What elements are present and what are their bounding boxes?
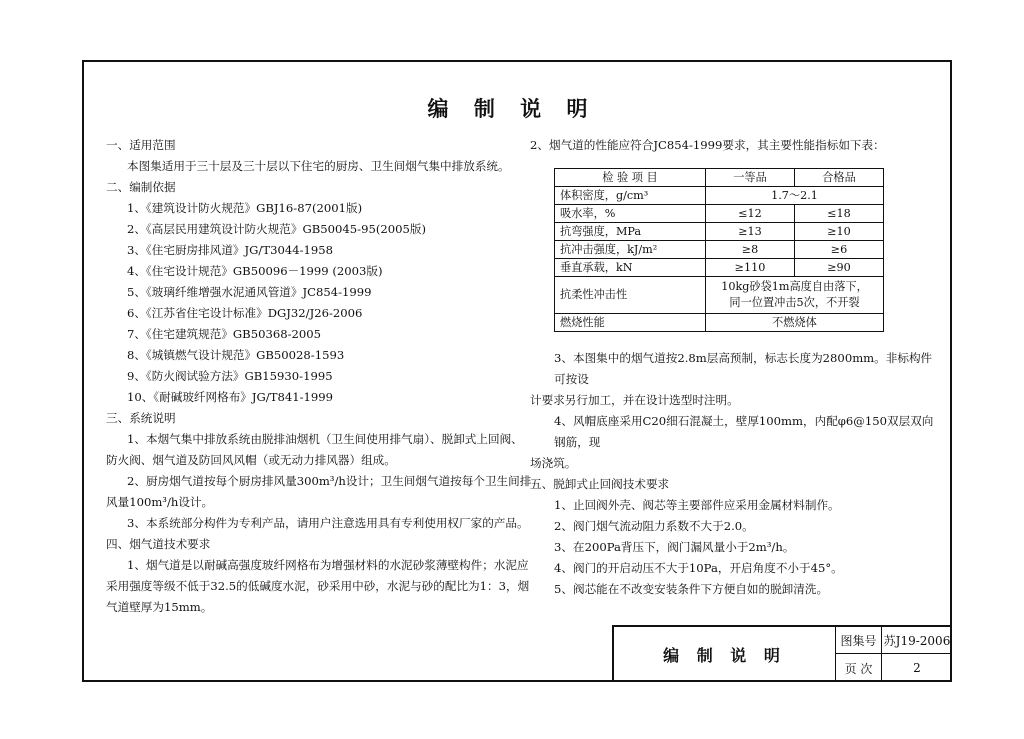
section-3-paragraph: 3、本系统部分构件为专利产品，请用户注意选用具有专利使用权厂家的产品。 [127,516,529,530]
table-cell-line: 10kg砂袋1m高度自由落下， [721,280,868,293]
table-cell: 抗冲击强度，kJ/m² [555,241,706,259]
section-4-paragraph: 1、烟气道是以耐碱高强度玻纤网格布为增强材料的水泥砂浆薄壁构件；水泥应 [127,558,529,572]
reference-item: 2、《高层民用建筑设计防火规范》GB50045-95(2005版) [127,222,426,236]
performance-intro: 2、烟气道的性能应符合JC854-1999要求，其主要性能指标如下表： [530,138,885,152]
section-3-paragraph-cont: 防火阀、烟气道及防回风风帽（或无动力排风器）组成。 [106,453,396,467]
page-number-label: 页 次 [836,654,882,682]
section-5-item: 3、在200Pa背压下，阀门漏风量小于2m³/h。 [554,540,795,554]
section-2-heading: 二、编制依据 [106,180,176,194]
reference-item: 4、《住宅设计规范》GB50096－1999 (2003版) [127,264,383,278]
atlas-number-label: 图集号 [836,627,882,654]
section-3-paragraph: 2、厨房烟气道按每个厨房排风量300m³/h设计；卫生间烟气道按每个卫生间排 [127,474,532,488]
reference-item: 3、《住宅厨房排风道》JG/T3044-1958 [127,243,333,257]
table-cell: 体积密度，g/cm³ [555,187,706,205]
section-3-paragraph: 1、本烟气集中排放系统由脱排油烟机（卫生间使用排气扇）、脱卸式上回阀、 [127,432,523,446]
reference-item: 8、《城镇燃气设计规范》GB50028-1593 [127,348,345,362]
section-5-item: 5、阀芯能在不改变安装条件下方便自如的脱卸清洗。 [554,582,829,596]
right-column-lower [530,348,935,600]
table-cell: ≥6 [795,241,884,259]
table-row [555,259,884,277]
reference-item: 5、《玻璃纤维增强水泥通风管道》JC854-1999 [127,285,372,299]
section-5-item: 4、阀门的开启动压不大于10Pa，开启角度不小于45°。 [554,561,843,575]
item-3-line-cont: 计要求另行加工，并在设计选型时注明。 [530,393,739,407]
table-cell: ≤12 [706,205,795,223]
table-cell: 抗弯强度，MPa [555,223,706,241]
reference-item: 6、《江苏省住宅设计标准》DGJ32/J26-2006 [127,306,363,320]
page-number: 2 [913,661,921,675]
performance-table [554,168,884,332]
item-4-line: 4、风帽底座采用C20细石混凝土，壁厚100mm，内配φ6@150双层双向钢筋，现 [554,414,934,449]
right-column [530,135,935,156]
table-cell: 燃烧性能 [555,314,706,332]
section-3-paragraph-cont: 风量100m³/h设计。 [106,495,214,509]
section-5-heading: 五、脱卸式止回阀技术要求 [530,477,670,491]
section-5-item: 1、止回阀外壳、阀芯等主要部件应采用金属材料制作。 [554,498,840,512]
section-4-paragraph-cont: 采用强度等级不低于32.5的低碱度水泥，砂采用中砂，水泥与砂的配比为1：3，烟 [106,579,530,593]
section-5-item: 2、阀门烟气流动阻力系数不大于2.0。 [554,519,754,533]
table-cell: ≥13 [706,223,795,241]
table-row [555,205,884,223]
table-cell: ≥8 [706,241,795,259]
table-cell: 垂直承载，kN [555,259,706,277]
table-cell: 抗柔性冲击性 [555,277,706,314]
page-title: 编 制 说 明 [427,96,597,121]
section-1-heading: 一、适用范围 [106,138,176,152]
table-row [555,277,884,314]
table-row [555,187,884,205]
table-row [555,241,884,259]
section-4-heading: 四、烟气道技术要求 [106,537,211,551]
table-header-cell: 检 验 项 目 [555,169,706,187]
table-row [555,223,884,241]
table-row [555,314,884,332]
reference-item: 9、《防火阀试验方法》GB15930-1995 [127,369,333,383]
table-cell: ≥10 [795,223,884,241]
reference-item: 7、《住宅建筑规范》GB50368-2005 [127,327,322,341]
item-4-line-cont: 场浇筑。 [530,456,577,470]
table-header-cell: 一等品 [706,169,795,187]
section-4-paragraph-cont: 气道壁厚为15mm。 [106,600,213,614]
item-3-line: 3、本图集中的烟气道按2.8m层高预制，标志长度为2800mm。非标构件可按设 [554,351,933,386]
title-block-name: 编 制 说 明 [614,627,836,682]
reference-item: 1、《建筑设计防火规范》GBJ16-87(2001版) [127,201,363,215]
table-cell: ≤18 [795,205,884,223]
table-cell: ≥110 [706,259,795,277]
table-cell: ≥90 [795,259,884,277]
table-cell-multiline [706,277,884,314]
left-column [106,135,532,618]
table-cell: 吸水率，% [555,205,706,223]
table-cell: 1.7～2.1 [706,187,884,205]
reference-item: 10、《耐碱玻纤网格布》JG/T841-1999 [127,390,333,404]
section-3-heading: 三、系统说明 [106,411,176,425]
table-cell-line: 同一位置冲击5次，不开裂 [729,296,860,309]
table-header-cell: 合格品 [795,169,884,187]
title-block [612,625,952,682]
table-header-row [555,169,884,187]
table-cell: 不燃烧体 [706,314,884,332]
atlas-number: 苏J19-2006 [882,627,952,654]
section-1-body: 本图集适用于三十层及三十层以下住宅的厨房、卫生间烟气集中排放系统。 [127,159,510,173]
